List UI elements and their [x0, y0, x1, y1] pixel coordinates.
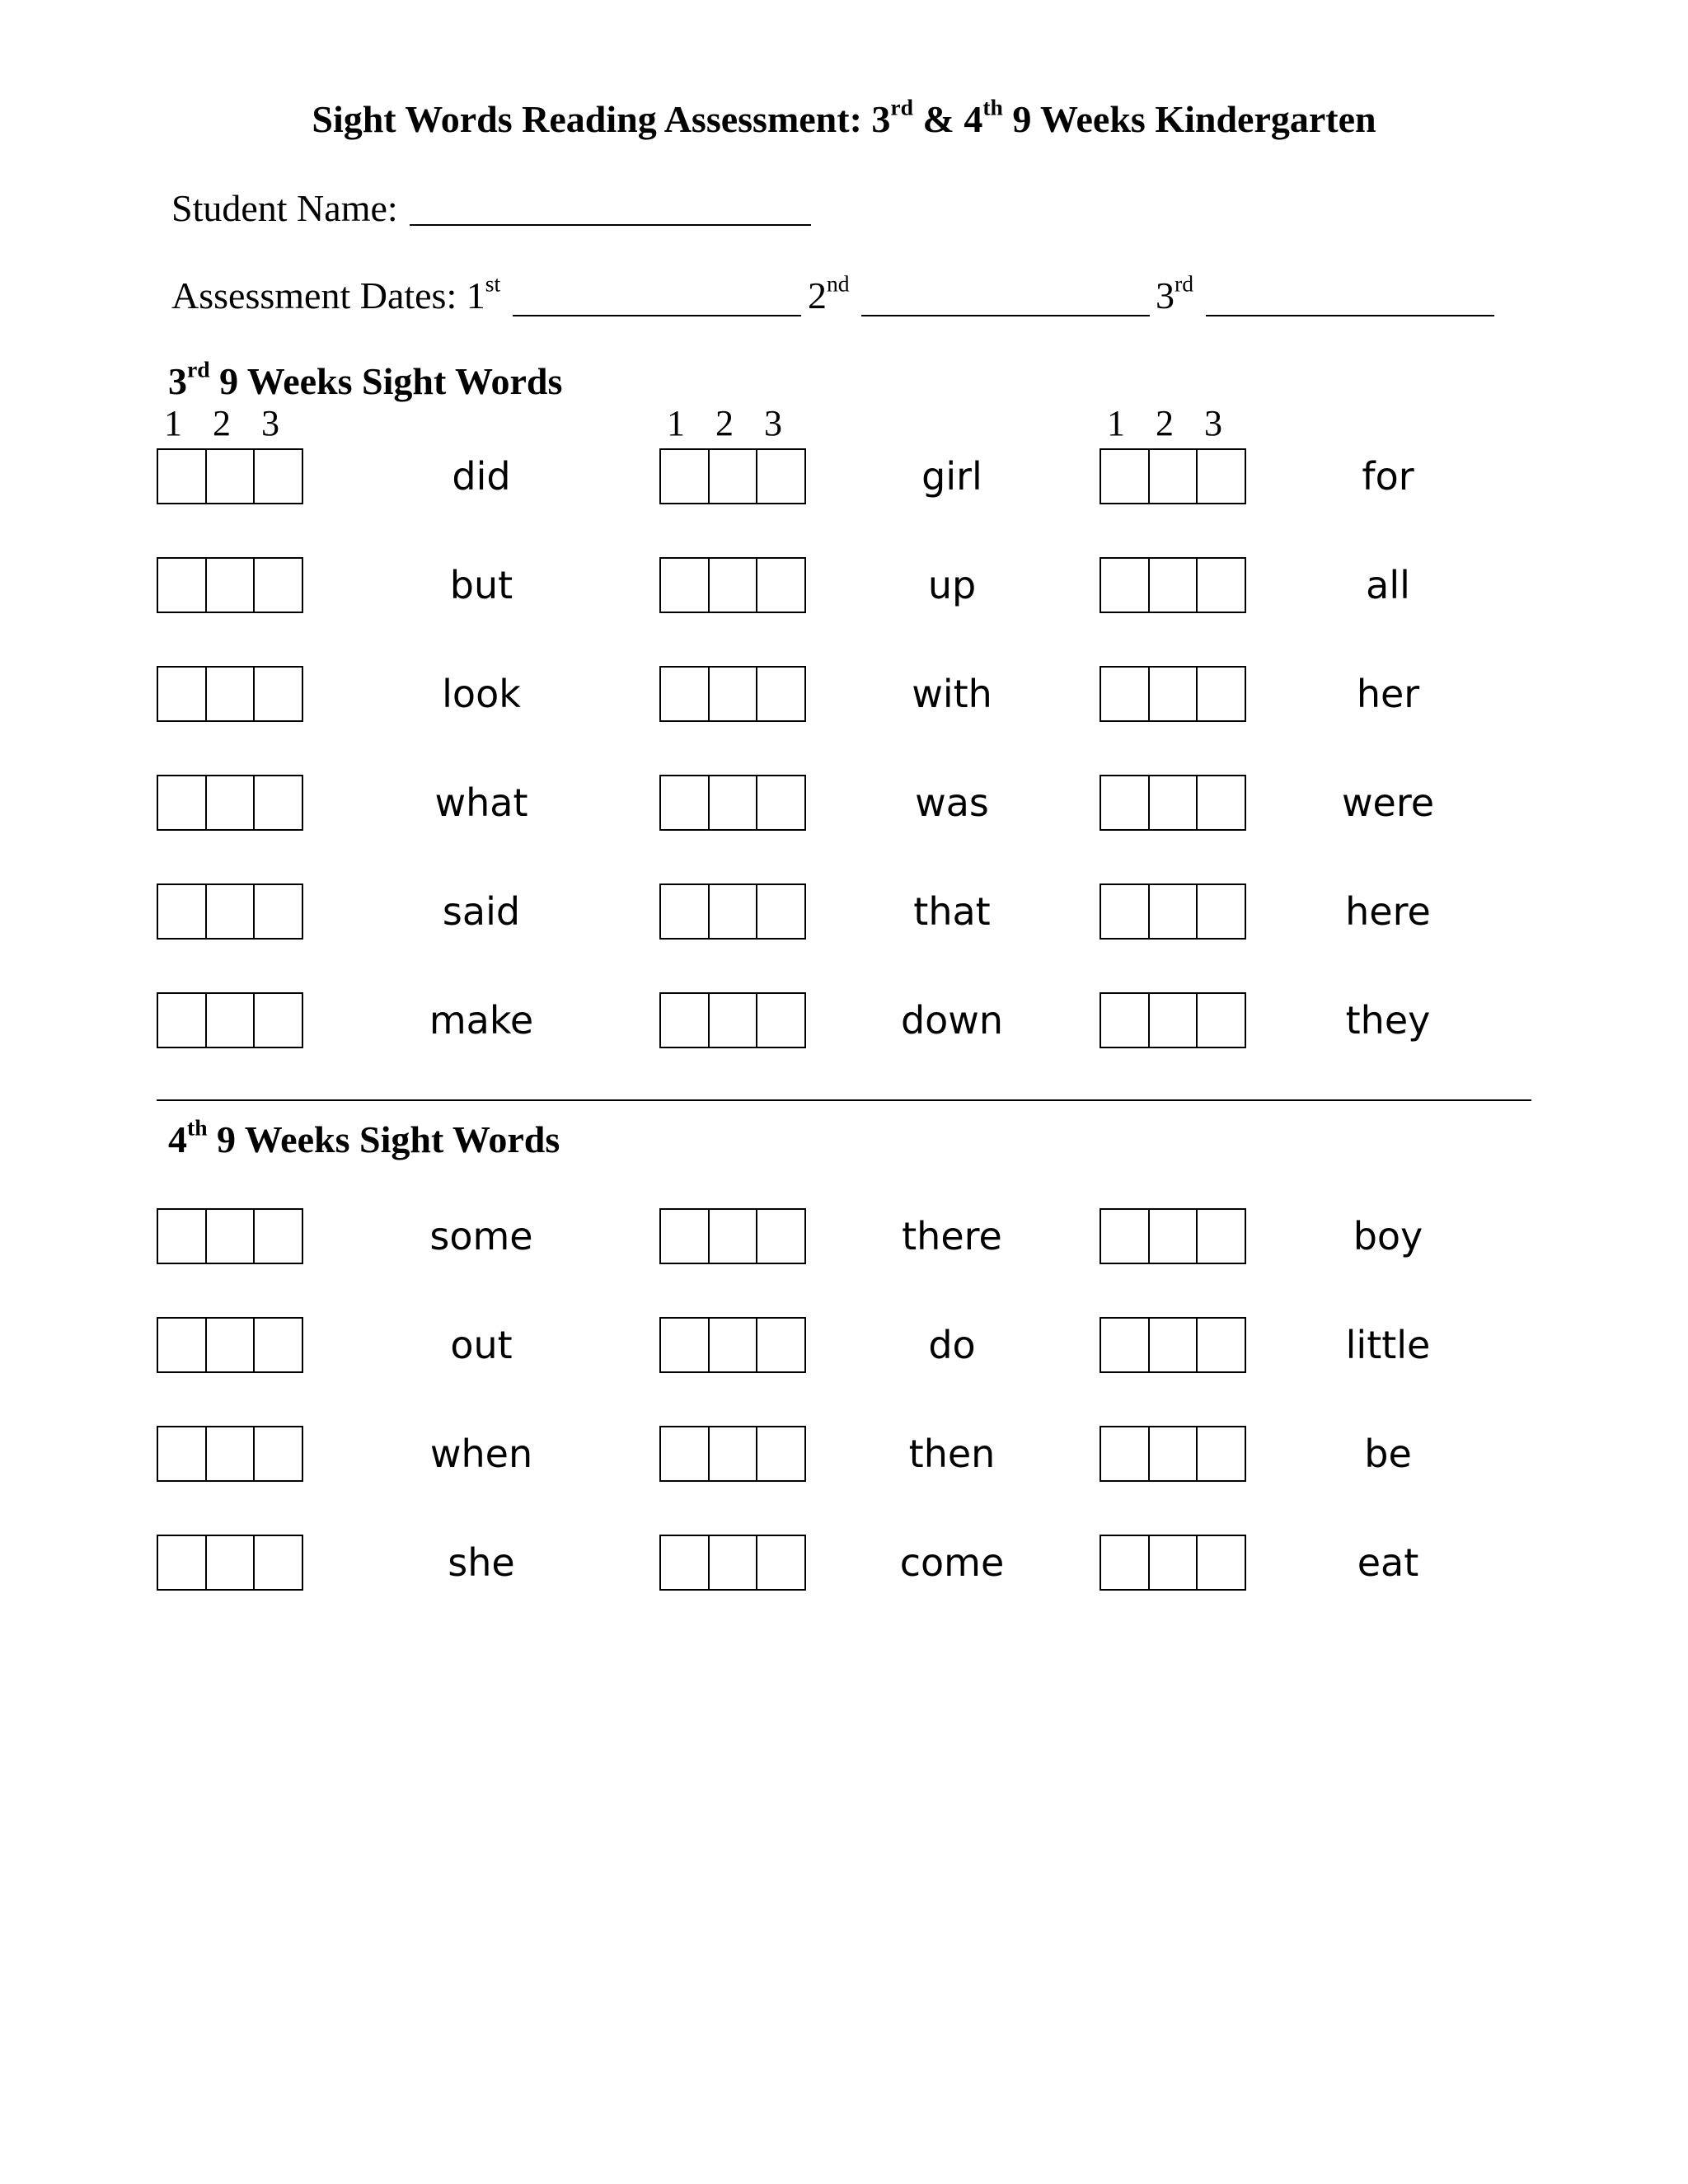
trial-checkbox-group: [157, 666, 303, 722]
trial-checkbox-3[interactable]: [255, 557, 303, 613]
assessment-date-3-line[interactable]: [1206, 315, 1494, 316]
sight-word: they: [1345, 998, 1431, 1043]
trial-checkbox-3[interactable]: [1198, 557, 1246, 613]
trial-checkbox-1[interactable]: [157, 992, 207, 1048]
trial-checkbox-group: [157, 1535, 303, 1591]
trial-checkbox-group: [1100, 775, 1246, 831]
trial-checkbox-1[interactable]: [659, 775, 710, 831]
trial-checkbox-group: [659, 775, 806, 831]
trial-checkbox-1[interactable]: [659, 1535, 710, 1591]
trial-checkbox-2[interactable]: [207, 992, 256, 1048]
sight-word: come: [899, 1540, 1005, 1585]
assessment-dates-label: Assessment Dates: 1st: [171, 270, 501, 316]
sight-word: there: [902, 1214, 1002, 1258]
sight-word: up: [927, 563, 977, 607]
trial-checkbox-3[interactable]: [757, 1426, 806, 1482]
trial-checkbox-group: [659, 992, 806, 1048]
trial-checkbox-3[interactable]: [757, 448, 806, 504]
assessment-date-1-line[interactable]: [513, 315, 801, 316]
trial-checkbox-2[interactable]: [710, 1317, 758, 1373]
trial-number: 2: [213, 403, 231, 443]
trial-number: 3: [1204, 403, 1222, 443]
trial-checkbox-3[interactable]: [1198, 775, 1246, 831]
trial-checkbox-1[interactable]: [1100, 666, 1150, 722]
trial-checkbox-1[interactable]: [157, 557, 207, 613]
trial-number: 3: [764, 403, 782, 443]
trial-checkbox-1[interactable]: [659, 557, 710, 613]
sight-word: little: [1345, 1323, 1431, 1367]
sight-word: she: [448, 1540, 515, 1585]
sight-word: what: [434, 780, 528, 825]
trial-checkbox-3[interactable]: [255, 1208, 303, 1264]
trial-checkbox-2[interactable]: [710, 1535, 758, 1591]
trial-checkbox-1[interactable]: [659, 1426, 710, 1482]
trial-checkbox-1[interactable]: [659, 666, 710, 722]
trial-checkbox-1[interactable]: [1100, 775, 1150, 831]
trial-checkbox-group: [659, 883, 806, 940]
sight-word: make: [429, 998, 534, 1043]
trial-checkbox-group: [157, 775, 303, 831]
trial-checkbox-group: [1100, 1426, 1246, 1482]
page-title: Sight Words Reading Assessment: 3rd & 4th 9 Weeks Kindergarten: [312, 94, 1376, 140]
trial-checkbox-3[interactable]: [757, 666, 806, 722]
sight-word: when: [429, 1432, 533, 1476]
trial-checkbox-1[interactable]: [157, 1208, 207, 1264]
trial-checkbox-3[interactable]: [757, 775, 806, 831]
trial-checkbox-2[interactable]: [1150, 1208, 1198, 1264]
trial-checkbox-1[interactable]: [157, 1426, 207, 1482]
trial-checkbox-3[interactable]: [255, 1317, 303, 1373]
trial-checkbox-3[interactable]: [1198, 1535, 1246, 1591]
trial-checkbox-1[interactable]: [1100, 1317, 1150, 1373]
trial-checkbox-3[interactable]: [757, 1208, 806, 1264]
trial-checkbox-group: [157, 557, 303, 613]
section-heading: 3rd 9 Weeks Sight Words: [168, 356, 563, 402]
trial-checkbox-2[interactable]: [1150, 666, 1198, 722]
trial-checkbox-1[interactable]: [1100, 448, 1150, 504]
trial-checkbox-1[interactable]: [659, 1208, 710, 1264]
sight-word: down: [900, 998, 1004, 1043]
trial-checkbox-1[interactable]: [1100, 1208, 1150, 1264]
sight-word: here: [1345, 889, 1431, 934]
trial-checkbox-group: [1100, 992, 1246, 1048]
trial-checkbox-2[interactable]: [1150, 1317, 1198, 1373]
trial-checkbox-2[interactable]: [207, 1208, 256, 1264]
trial-checkbox-1[interactable]: [1100, 883, 1150, 940]
trial-checkbox-2[interactable]: [1150, 992, 1198, 1048]
trial-checkbox-1[interactable]: [659, 992, 710, 1048]
trial-checkbox-1[interactable]: [1100, 992, 1150, 1048]
sight-word: did: [452, 454, 511, 499]
trial-checkbox-2[interactable]: [1150, 775, 1198, 831]
sight-word: said: [442, 889, 521, 934]
trial-checkbox-3[interactable]: [255, 1535, 303, 1591]
sight-word: were: [1341, 780, 1435, 825]
trial-checkbox-group: [659, 557, 806, 613]
trial-checkbox-2[interactable]: [710, 448, 758, 504]
trial-checkbox-2[interactable]: [1150, 1426, 1198, 1482]
trial-number: 3: [261, 403, 279, 443]
trial-checkbox-group: [157, 1317, 303, 1373]
trial-number: 2: [1156, 403, 1174, 443]
trial-checkbox-group: [659, 666, 806, 722]
trial-checkbox-1[interactable]: [157, 666, 207, 722]
trial-checkbox-group: [659, 1317, 806, 1373]
trial-checkbox-1[interactable]: [157, 775, 207, 831]
sight-word: do: [928, 1323, 976, 1367]
trial-checkbox-2[interactable]: [710, 557, 758, 613]
trial-checkbox-3[interactable]: [1198, 448, 1246, 504]
trial-checkbox-2[interactable]: [1150, 883, 1198, 940]
trial-checkbox-group: [659, 1426, 806, 1482]
trial-checkbox-3[interactable]: [255, 448, 303, 504]
trial-checkbox-1[interactable]: [157, 448, 207, 504]
sight-word: that: [913, 889, 991, 934]
sight-word: was: [915, 780, 989, 825]
trial-checkbox-2[interactable]: [207, 1535, 256, 1591]
trial-checkbox-3[interactable]: [1198, 1208, 1246, 1264]
sight-word: then: [908, 1432, 996, 1476]
trial-checkbox-group: [1100, 1535, 1246, 1591]
trial-checkbox-2[interactable]: [1150, 557, 1198, 613]
trial-checkbox-2[interactable]: [207, 1426, 256, 1482]
trial-checkbox-2[interactable]: [207, 883, 256, 940]
trial-checkbox-3[interactable]: [1198, 1317, 1246, 1373]
trial-checkbox-1[interactable]: [1100, 1535, 1150, 1591]
trial-checkbox-group: [1100, 666, 1246, 722]
trial-checkbox-group: [157, 1208, 303, 1264]
trial-checkbox-2[interactable]: [1150, 448, 1198, 504]
sight-word: some: [429, 1214, 533, 1258]
trial-checkbox-group: [1100, 448, 1246, 504]
trial-checkbox-2[interactable]: [207, 557, 256, 613]
assessment-date-2-label: 2nd: [808, 270, 850, 316]
trial-checkbox-3[interactable]: [1198, 992, 1246, 1048]
trial-checkbox-3[interactable]: [757, 557, 806, 613]
trial-checkbox-3[interactable]: [255, 666, 303, 722]
sight-word: for: [1362, 454, 1414, 499]
section-divider: [157, 1099, 1531, 1101]
sight-word: with: [912, 672, 992, 716]
trial-checkbox-1[interactable]: [659, 448, 710, 504]
trial-checkbox-1[interactable]: [1100, 1426, 1150, 1482]
trial-checkbox-2[interactable]: [207, 775, 256, 831]
assessment-date-2-line[interactable]: [861, 315, 1150, 316]
trial-checkbox-3[interactable]: [757, 1535, 806, 1591]
trial-number: 2: [715, 403, 734, 443]
trial-checkbox-2[interactable]: [1150, 1535, 1198, 1591]
trial-checkbox-1[interactable]: [157, 1317, 207, 1373]
trial-checkbox-3[interactable]: [757, 1317, 806, 1373]
trial-checkbox-2[interactable]: [710, 1208, 758, 1264]
trial-checkbox-3[interactable]: [757, 883, 806, 940]
trial-checkbox-group: [1100, 557, 1246, 613]
trial-checkbox-3[interactable]: [757, 992, 806, 1048]
section-heading: 4th 9 Weeks Sight Words: [168, 1114, 560, 1160]
sight-word: but: [449, 563, 513, 607]
trial-checkbox-1[interactable]: [659, 1317, 710, 1373]
trial-checkbox-group: [157, 448, 303, 504]
trial-checkbox-1[interactable]: [157, 1535, 207, 1591]
sight-word: be: [1364, 1432, 1412, 1476]
trial-checkbox-1[interactable]: [1100, 557, 1150, 613]
trial-checkbox-3[interactable]: [255, 992, 303, 1048]
trial-checkbox-2[interactable]: [207, 1317, 256, 1373]
trial-checkbox-group: [157, 1426, 303, 1482]
trial-checkbox-group: [659, 448, 806, 504]
student-name-label: Student Name:: [171, 187, 398, 229]
trial-checkbox-group: [659, 1208, 806, 1264]
trial-checkbox-2[interactable]: [207, 448, 256, 504]
trial-checkbox-2[interactable]: [710, 775, 758, 831]
trial-number: 1: [164, 403, 182, 443]
trial-checkbox-group: [157, 992, 303, 1048]
sight-word: boy: [1353, 1214, 1423, 1258]
trial-number: 1: [1107, 403, 1125, 443]
trial-checkbox-3[interactable]: [255, 775, 303, 831]
trial-checkbox-group: [659, 1535, 806, 1591]
sight-word: look: [442, 672, 521, 716]
trial-checkbox-1[interactable]: [157, 883, 207, 940]
trial-checkbox-2[interactable]: [710, 883, 758, 940]
sight-word: out: [450, 1323, 513, 1367]
trial-checkbox-3[interactable]: [1198, 883, 1246, 940]
trial-checkbox-2[interactable]: [710, 992, 758, 1048]
trial-checkbox-group: [157, 883, 303, 940]
sight-word: all: [1366, 563, 1410, 607]
student-name-line[interactable]: [410, 224, 811, 226]
assessment-date-3-label: 3rd: [1156, 270, 1193, 316]
trial-checkbox-2[interactable]: [207, 666, 256, 722]
trial-checkbox-3[interactable]: [255, 1426, 303, 1482]
sight-word: eat: [1357, 1540, 1419, 1585]
trial-number: 1: [667, 403, 685, 443]
trial-checkbox-1[interactable]: [659, 883, 710, 940]
trial-checkbox-3[interactable]: [1198, 1426, 1246, 1482]
trial-checkbox-3[interactable]: [1198, 666, 1246, 722]
trial-checkbox-group: [1100, 1208, 1246, 1264]
sight-word: girl: [921, 454, 982, 499]
trial-checkbox-3[interactable]: [255, 883, 303, 940]
trial-checkbox-2[interactable]: [710, 1426, 758, 1482]
trial-checkbox-group: [1100, 1317, 1246, 1373]
sight-word: her: [1356, 672, 1420, 716]
trial-checkbox-group: [1100, 883, 1246, 940]
trial-checkbox-2[interactable]: [710, 666, 758, 722]
